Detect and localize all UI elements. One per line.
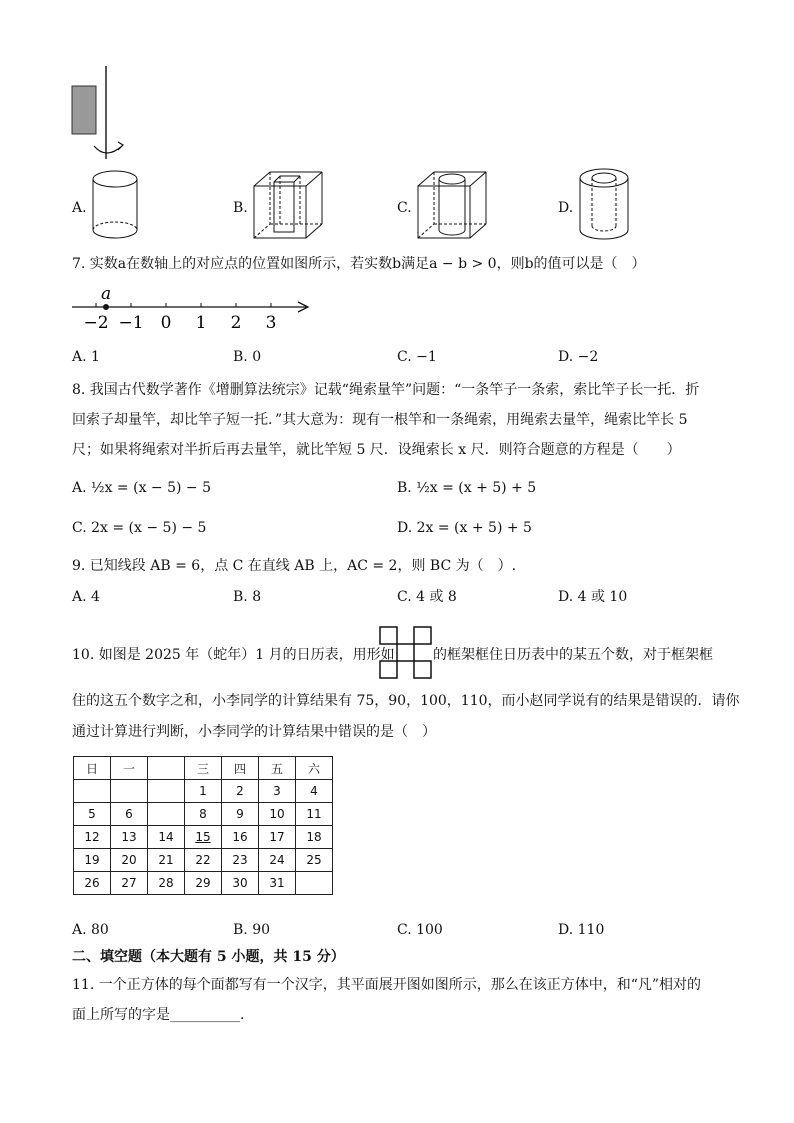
calendar-row bbox=[74, 826, 333, 849]
calendar-cell: 20 bbox=[111, 849, 148, 872]
q9-option-a[interactable]: A. 4 bbox=[72, 589, 100, 605]
q10-stem-line1-part1: 10. 如图是 2025 年（蛇年）1 月的日历表，用形如 bbox=[72, 647, 395, 663]
calendar-cell: 29 bbox=[185, 872, 222, 895]
q10-option-d[interactable]: D. 110 bbox=[558, 922, 605, 938]
q8-option-a[interactable]: A. ½x = (x − 5) − 5 bbox=[72, 480, 212, 496]
calendar-cell: 21 bbox=[148, 849, 185, 872]
q7-option-a[interactable]: A. 1 bbox=[72, 349, 100, 365]
calendar-cell: 3 bbox=[259, 780, 296, 803]
point-a-label: a bbox=[101, 284, 112, 304]
option-d-hollow-cylinder-figure bbox=[576, 164, 632, 244]
calendar-cell: 26 bbox=[74, 872, 111, 895]
calendar-header-cell: 一 bbox=[111, 757, 148, 780]
calendar-cell: 13 bbox=[111, 826, 148, 849]
tick-label: −1 bbox=[118, 313, 144, 333]
tick-label: 0 bbox=[160, 313, 172, 333]
calendar-cell-underlined: 15 bbox=[185, 826, 222, 849]
calendar-cell: 28 bbox=[148, 872, 185, 895]
q10-stem-line2: 住的这五个数字之和，小李同学的计算结果有 75，90，100，110，而小赵同学说有的结果是错误的．请你 bbox=[72, 693, 740, 709]
q8-option-b[interactable]: B. ½x = (x + 5) + 5 bbox=[397, 480, 537, 496]
calendar-cell: 8 bbox=[185, 803, 222, 826]
calendar-cell: 30 bbox=[222, 872, 259, 895]
q10-option-c[interactable]: C. 100 bbox=[397, 922, 443, 938]
calendar-cell: 14 bbox=[148, 826, 185, 849]
calendar-cell: 22 bbox=[185, 849, 222, 872]
calendar-header-cell: 五 bbox=[259, 757, 296, 780]
calendar-cell bbox=[148, 803, 185, 826]
calendar-cell: 23 bbox=[222, 849, 259, 872]
q10-option-b[interactable]: B. 90 bbox=[233, 922, 271, 938]
q10-stem-line1-part2: 的框架框住日历表中的某五个数，对于框架框 bbox=[433, 647, 713, 663]
calendar-header-row bbox=[74, 757, 333, 780]
tick-label: −2 bbox=[83, 313, 109, 333]
q8-stem-line1: 8. 我国古代数学著作《增删算法统宗》记载“绳索量竿”问题：“一条竿子一条索，索比竿子长一托．折 bbox=[72, 382, 700, 398]
option-b-label[interactable]: B. bbox=[233, 200, 248, 216]
number-line bbox=[70, 284, 320, 334]
q7-option-c[interactable]: C. −1 bbox=[397, 349, 437, 365]
calendar-cell: 12 bbox=[74, 826, 111, 849]
calendar-cell: 6 bbox=[111, 803, 148, 826]
calendar-cell: 11 bbox=[296, 803, 333, 826]
calendar-table bbox=[73, 756, 333, 895]
option-c-label[interactable]: C. bbox=[397, 200, 412, 216]
calendar-cell: 1 bbox=[185, 780, 222, 803]
calendar-cell: 4 bbox=[296, 780, 333, 803]
calendar-cell: 25 bbox=[296, 849, 333, 872]
q7-option-b[interactable]: B. 0 bbox=[233, 349, 262, 365]
option-a-cylinder-figure bbox=[90, 166, 142, 244]
tick-label: 2 bbox=[230, 313, 242, 333]
cross-frame-icon bbox=[379, 626, 433, 680]
option-b-cube-figure bbox=[250, 168, 326, 242]
q8-option-c[interactable]: C. 2x = (x − 5) − 5 bbox=[72, 520, 207, 536]
q8-stem-line2: 回索子却量竿，却比竿子短一托．”其大意为：现有一根竿和一条绳索，用绳索去量竿，绳索比竿长 5 bbox=[72, 412, 688, 428]
q7-option-d[interactable]: D. −2 bbox=[558, 349, 599, 365]
calendar-cell: 2 bbox=[222, 780, 259, 803]
option-c-cube-cylinder-figure bbox=[414, 166, 490, 242]
tick-label: 3 bbox=[265, 313, 277, 333]
calendar-header-cell: 六 bbox=[296, 757, 333, 780]
q10-stem-line3: 通过计算进行判断，小李同学的计算结果中错误的是（ ） bbox=[72, 724, 436, 740]
q7-stem: 7. 实数a在数轴上的对应点的位置如图所示，若实数b满足a − b > 0，则b的值可以是（ ） bbox=[72, 256, 646, 272]
calendar-cell bbox=[296, 872, 333, 895]
calendar-cell: 31 bbox=[259, 872, 296, 895]
q11-stem-text: 面上所写的字是 bbox=[72, 1007, 170, 1023]
q11-stem-line1: 11. 一个正方体的每个面都写有一个汉字，其平面展开图如图所示，那么在该正方体中，和“凡”相对的 bbox=[72, 977, 702, 993]
q10-option-a[interactable]: A. 80 bbox=[72, 922, 109, 938]
calendar-row bbox=[74, 803, 333, 826]
q9-option-c[interactable]: C. 4 或 8 bbox=[397, 589, 457, 605]
calendar-header-cell: 三 bbox=[185, 757, 222, 780]
q11-period: . bbox=[240, 1007, 245, 1023]
option-d-label[interactable]: D. bbox=[558, 200, 574, 216]
q9-option-b[interactable]: B. 8 bbox=[233, 589, 262, 605]
rotation-figure bbox=[66, 64, 136, 164]
calendar-cell bbox=[111, 780, 148, 803]
calendar-cell: 5 bbox=[74, 803, 111, 826]
q9-stem: 9. 已知线段 AB = 6，点 C 在直线 AB 上，AC = 2，则 BC 为（ ）. bbox=[72, 558, 517, 574]
calendar-cell: 19 bbox=[74, 849, 111, 872]
option-a-label[interactable]: A. bbox=[72, 200, 87, 216]
tick-label: 1 bbox=[195, 313, 207, 333]
calendar-header-cell: 日 bbox=[74, 757, 111, 780]
calendar-cell: 18 bbox=[296, 826, 333, 849]
q8-option-d[interactable]: D. 2x = (x + 5) + 5 bbox=[397, 520, 532, 536]
calendar-cell: 16 bbox=[222, 826, 259, 849]
calendar-cell: 10 bbox=[259, 803, 296, 826]
answer-blank[interactable]: __________ bbox=[170, 1007, 240, 1023]
calendar-row bbox=[74, 780, 333, 803]
q9-option-d[interactable]: D. 4 或 10 bbox=[558, 589, 628, 605]
calendar-cell: 17 bbox=[259, 826, 296, 849]
calendar-cell bbox=[148, 780, 185, 803]
calendar-cell: 9 bbox=[222, 803, 259, 826]
q11-stem-line2 bbox=[72, 1005, 244, 1025]
calendar-header-cell bbox=[148, 757, 185, 780]
calendar-row bbox=[74, 872, 333, 895]
calendar-cell: 27 bbox=[111, 872, 148, 895]
calendar-row bbox=[74, 849, 333, 872]
calendar-cell: 24 bbox=[259, 849, 296, 872]
calendar-header-cell: 四 bbox=[222, 757, 259, 780]
section-title: 二、填空题（本大题有 5 小题，共 15 分） bbox=[72, 949, 345, 965]
q8-stem-line3: 尺；如果将绳索对半折后再去量竿，就比竿短 5 尺．设绳索长 x 尺．则符合题意的方程是（ ） bbox=[72, 442, 681, 458]
calendar-cell bbox=[74, 780, 111, 803]
